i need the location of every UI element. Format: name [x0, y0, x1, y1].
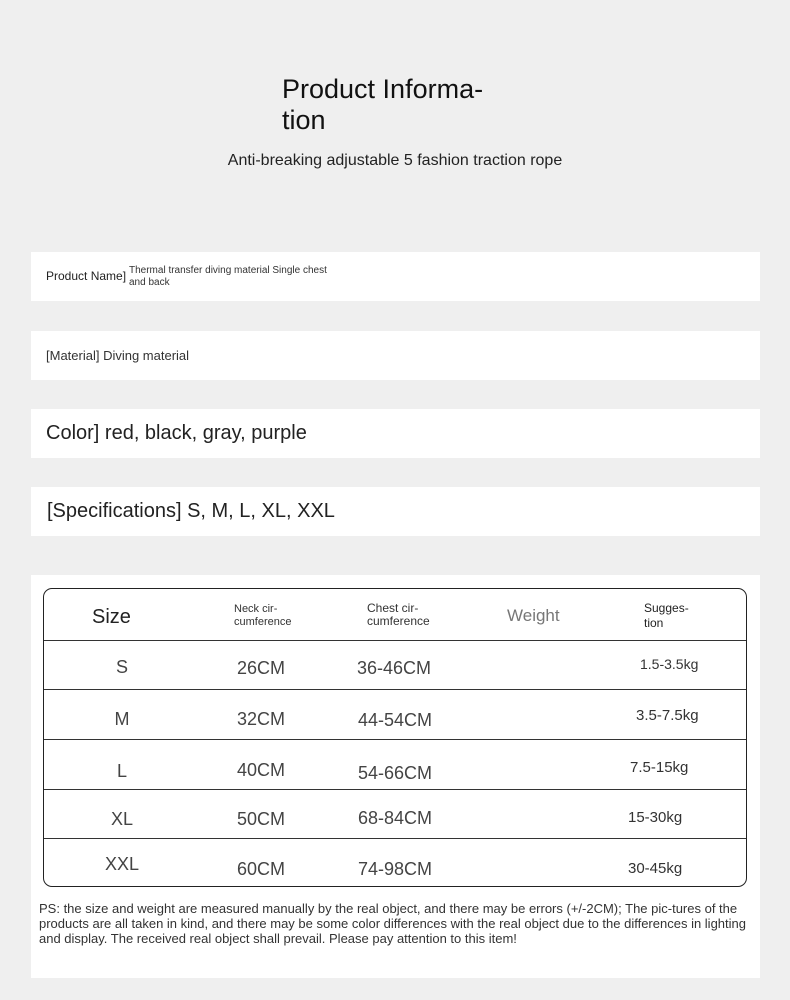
cell-neck: 50CM: [237, 809, 286, 829]
table-row: [44, 790, 746, 839]
cell-neck: 40CM: [237, 760, 286, 780]
size-table-card: [31, 575, 760, 978]
table-row: [44, 690, 746, 740]
size-table: [43, 588, 747, 887]
product-name-card: [31, 252, 760, 301]
disclaimer-note: PS: the size and weight are measured manually by the real object, and there may be errors (+/-2CM); The pic-tures of the products are all taken in kind, and there may be some color differences with the real object due to the differences in lighting and display. The received real object shall prevail. Please pay attention to this item!: [39, 901, 746, 946]
material-card: [31, 331, 760, 380]
table-row: [44, 640, 746, 690]
header-weight: Weight: [507, 606, 560, 625]
cell-size: XL: [110, 809, 134, 829]
page-subtitle: Anti-breaking adjustable 5 fashion traction rope: [227, 152, 563, 169]
cell-size: S: [115, 657, 128, 677]
material-text: [Material] Diving material: [46, 348, 190, 363]
table-row: [44, 839, 746, 887]
table-row: [44, 740, 746, 790]
product-name-value: Thermal transfer diving material Single chest and back: [129, 265, 327, 288]
table-header: [44, 589, 746, 641]
specifications-card: [31, 487, 760, 536]
color-text: Color] red, black, gray, purple: [46, 422, 307, 444]
product-name-label: Product Name]: [46, 269, 127, 283]
specifications-text: [Specifications] S, M, L, XL, XXL: [47, 500, 335, 522]
cell-suggestion: 1.5-3.5kg: [640, 656, 699, 672]
cell-chest: 36-46CM: [357, 658, 432, 678]
header-chest: Chest cir- cumference: [367, 601, 430, 628]
cell-neck: 26CM: [237, 658, 286, 678]
cell-neck: 32CM: [237, 709, 286, 729]
cell-chest: 74-98CM: [358, 859, 433, 879]
cell-suggestion: 15-30kg: [628, 809, 683, 826]
page-title: Product Informa- tion: [282, 74, 484, 135]
cell-size: XXL: [104, 854, 140, 874]
cell-chest: 44-54CM: [358, 710, 433, 730]
header-size: Size: [92, 606, 131, 628]
cell-chest: 68-84CM: [358, 808, 433, 828]
cell-size: M: [114, 709, 130, 729]
cell-size: L: [116, 761, 127, 781]
cell-neck: 60CM: [237, 859, 286, 879]
cell-suggestion: 30-45kg: [628, 860, 683, 877]
cell-suggestion: 7.5-15kg: [630, 759, 689, 776]
cell-chest: 54-66CM: [358, 763, 433, 783]
header-suggestion: Sugges- tion: [644, 601, 689, 630]
cell-suggestion: 3.5-7.5kg: [636, 707, 699, 724]
header-neck: Neck cir- cumference: [234, 603, 292, 628]
color-card: [31, 409, 760, 458]
